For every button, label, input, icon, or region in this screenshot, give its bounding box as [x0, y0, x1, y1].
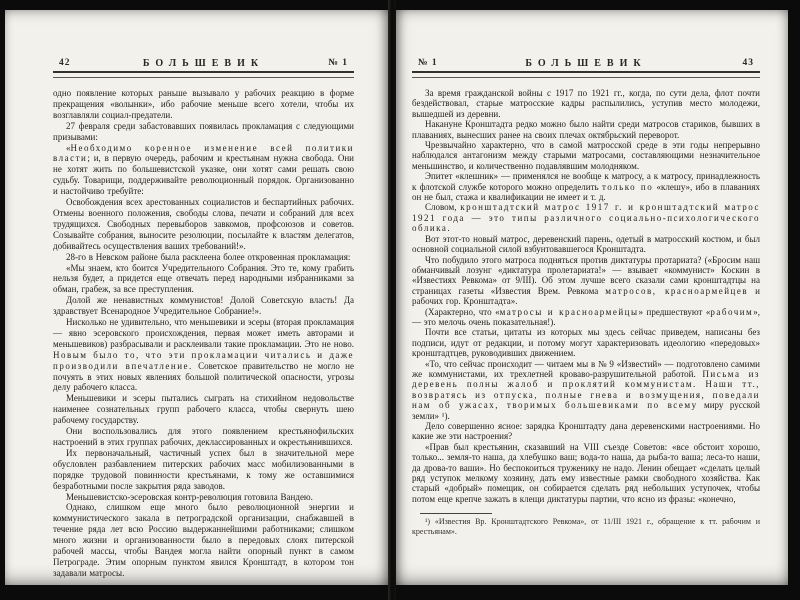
paragraph — [412, 234, 760, 255]
paragraph — [412, 307, 760, 328]
paragraph — [53, 317, 354, 393]
text-run: » предшествуют « — [638, 306, 711, 317]
emphasized-text: только по — [601, 181, 654, 192]
running-head-left — [53, 58, 354, 71]
page-number: 42 — [59, 58, 71, 68]
paragraph — [53, 393, 354, 426]
text-run: Словом, — [425, 202, 461, 213]
text-run: Что побудило этого матроса подняться против диктатуры протариата? («Бросим наш обманчивый лозунг «диктатура пролетариата!» — взывает «коммунист» Коскин в «Известиях Ревкома» от 9/III). Об этом лучше всего сказали сами кронштадтцы на страницах газеты «Известия Врем. Ревкома — [412, 254, 760, 296]
text-run: миру русской земли» ¹). — [412, 400, 760, 421]
journal-title: БОЛЬШЕВИК — [525, 58, 647, 69]
right-page-content — [412, 58, 760, 536]
page-text — [53, 88, 354, 579]
text-run: Меньшевистско-эсеровская контр-революция готовила Вандею. — [66, 491, 313, 502]
text-run: Нисколько не удивительно, что меньшевики и эсеры (вторая прокламация — явно эсеровского происхождения, первая может иметь авторами и меньшевиков) разбрасывали и расклеивали такие прокламации. Это не ново. — [53, 317, 354, 349]
text-run: 28-го в Невском районе была расклеена более откровенная прокламация: — [66, 251, 351, 262]
paragraph — [53, 263, 354, 296]
right-page — [396, 10, 788, 585]
paragraph — [53, 88, 354, 121]
text-run: Долой же ненавистных коммунистов! Долой Советскую власть! Да здравствует Всенародное Учредительное Собрание!». — [53, 295, 354, 317]
text-run: ; и, в первую очередь, рабочим и крестьянам нужна свобода. Они не хотят жить по большевистской указке, они хотят сами решать свою судьбу. Товарищи, поддерживайте революционный порядок. Организованно и настойчиво требуйте: — [53, 153, 354, 197]
paragraph — [53, 426, 354, 448]
paragraph — [53, 502, 354, 578]
text-run: », — это мелочь очень показательная!). — [412, 306, 761, 327]
paragraph — [412, 171, 760, 202]
paragraph — [53, 448, 354, 492]
footnote-rule — [420, 513, 492, 514]
text-run: «клешу», ибо в плаваниях он не был, стажа и квалификации не имеет и т. д. — [412, 181, 760, 203]
text-run: Меньшевики и эсеры пытались сыграть на стихийном недовольстве наименее сознательных групп рабочего класса, чтобы свернуть шею рабочему государству. — [53, 393, 354, 426]
emphasized-text: Необходимо коренное изменение всей политики власти — [53, 142, 354, 164]
page-number: 43 — [742, 58, 754, 68]
text-run: Они воспользовались для этого появлением крестьянофильских настроений в этих группах рабочих, деклассированных и окрестьянившихся. — [53, 426, 354, 447]
text-run: Чрезвычайно характерно, что в самой матросской среде в эти годы непрерывно наблюдался антагонизм между старыми матросами, составляющими незначительное меньшинство, и количественно подавлявшим молодняком. — [412, 140, 760, 171]
left-page — [5, 10, 388, 585]
text-run: За время гражданской войны с 1917 по 1921 гг., когда, по сути дела, флот почти бездействовал, старые матросские кадры распылились, уступив место молодежи, вышедшей из деревни. — [412, 88, 760, 119]
text-run: Освобождения всех арестованных социалистов и беспартийных рабочих. Отмены военного положения, свободы слова, печати и собраний для всех трудящихся. Свободных перевыборов завкомов, профсоюзов и советов. Созывайте собрания, выносите резолюции, посылайте к властям делегатов, добивайтесь осуществления ваших требований!». — [53, 197, 354, 251]
paragraph — [412, 202, 760, 233]
emphasized-text: Новым было то, что эти прокламации читались и даже производили впечатление. — [53, 349, 354, 371]
text-run: « — [66, 142, 71, 153]
text-run: 27 февраля среди забастовавших появилась прокламация с следующими призывами: — [53, 120, 354, 142]
text-run: «Мы знаем, кто боится Учредительного Собрания. Это те, кому грабить нельзя будет, а придется еще отвечать перед народными избранниками за обман, грабеж, за все преступления. — [53, 262, 354, 295]
text-run: Накануне Кронштадта редко можно было найти среди матросов стариков, бывших в плаваниях, вынесших ранее на своих плечах октябрьский переворот. — [412, 119, 760, 140]
emphasized-text: Письма из деревень полны жалоб и проклятий коммунистам. Наши тт., возвратясь из отпуска, полные гнева и возмущения, поведали нам об ужасах, творимых большевиками по всему — [412, 368, 760, 411]
header-rule — [412, 71, 760, 78]
page-gutter — [388, 0, 396, 600]
text-run: «То, что сейчас происходит — читаем мы в № 9 «Известий» — подготовлено самими же коммунистами, их трехлетней кроваво-разрушительной работой. — [412, 358, 760, 379]
paragraph — [53, 143, 354, 198]
footnote-text: ¹) «Известия Вр. Кронштадтского Ревкома», от 11/III 1921 г., обращение к тт. рабочим и крестьянам». — [412, 517, 760, 536]
text-run: (Характерно, что « — [425, 306, 500, 317]
header-rule — [53, 71, 354, 78]
emphasized-text: рабочим — [710, 306, 754, 317]
paragraph — [412, 421, 760, 442]
paragraph — [412, 140, 760, 171]
text-run: Советское правительство не могло не почуять в этих новых явлениях большой политической опасности, угрозы делу рабочего класса. — [53, 360, 354, 393]
footnote — [412, 513, 760, 536]
paragraph — [53, 252, 354, 263]
text-run: Почти все статьи, цитаты из которых мы здесь сейчас приведем, написаны без подписи, идут от редакции, и потому могут характеризовать идеологию «передовых» кронштадтцев, руководивших движением. — [412, 327, 760, 359]
text-run: Эпитет «клешник» — применялся не вообще к матросу, а к матросу, принадлежность к флотской службе которого можно определить — [412, 171, 760, 192]
paragraph — [53, 197, 354, 252]
paragraph — [53, 492, 354, 503]
emphasized-text: кронштадтский матрос 1917 г. и кронштадтский матрос 1921 года — это типы различного социально-психологического облика. — [412, 202, 760, 234]
text-run: Вот этот-то новый матрос, деревенский парень, одетый в матросский костюм, и был основной социальной силой взбунтовавшегося Кронштадта. — [412, 233, 760, 255]
paragraph — [53, 295, 354, 317]
paragraph — [412, 359, 760, 421]
paragraph — [412, 327, 760, 358]
text-run: Дело совершенно ясное: зарядка Кронштадту дана деревенскими настроениями. Но какие же эти настроения? — [412, 421, 760, 442]
text-run: одно появление которых раньше вызывало у рабочих реакцию в форме прекращения «волынки», ибо рабочие меньше всего хотели, чтобы их возглавляли социал-предатели. — [53, 88, 354, 120]
issue-number: № 1 — [328, 58, 348, 68]
page-text — [412, 88, 760, 504]
running-head-right — [412, 58, 760, 71]
paragraph — [412, 255, 760, 307]
paragraph — [412, 88, 760, 119]
journal-title: БОЛЬШЕВИК — [142, 58, 265, 69]
emphasized-text: матросы и красноармейцы — [499, 306, 639, 317]
text-run: и рабочих гор. Кронштадта». — [412, 285, 760, 307]
paragraph — [412, 119, 760, 140]
left-page-content — [53, 58, 354, 579]
text-run: Однако, слишком еще много было революционной энергии и коммунистического закала в петроградской организации, снабжавшей в течение ряда лет всю Россию выдержаннейшими работниками; слишком много жизни и организованности было в передовых слоях питерской рабочей массы, чтобы Вандея могла найти опорный пункт в самом Петрограде. Этим опорным пунктом явился Кронштадт, в котором тон задавали матросы. — [53, 502, 354, 578]
issue-number: № 1 — [418, 58, 438, 68]
text-run: «Прав был крестьянин, сказавший на VIII съезде Советов: «все обстоит хорошо, только... земля-то наша, да хлебушко ваш; вода-то наша, да рыба-то ваша; леса-то наши, да дрова-то ваши». Но беспокоиться труженику не надо. Ленин обещает «сделать целый ряд уступок мелкому хозяину, дать ему известные рамки свободного хозяйства. Как старый «добрый» помещик, он собирается сделать ряд небольших уступочек, чтобы потом еще крепче зажать в клещи диктатуры партии, что ясно из фразы: «конечно, — [412, 441, 760, 504]
text-run: Их первоначальный, частичный успех был в значительной мере обусловлен разбавлением питерских рабочих масс мобилизованными в порядке трудовой повинности крестьянами, к тому же оставшимися безработными после закрытия ряда заводов. — [53, 447, 354, 491]
paragraph — [53, 121, 354, 143]
paragraph — [412, 442, 760, 504]
emphasized-text: матросов, красноармейцев — [605, 285, 749, 296]
